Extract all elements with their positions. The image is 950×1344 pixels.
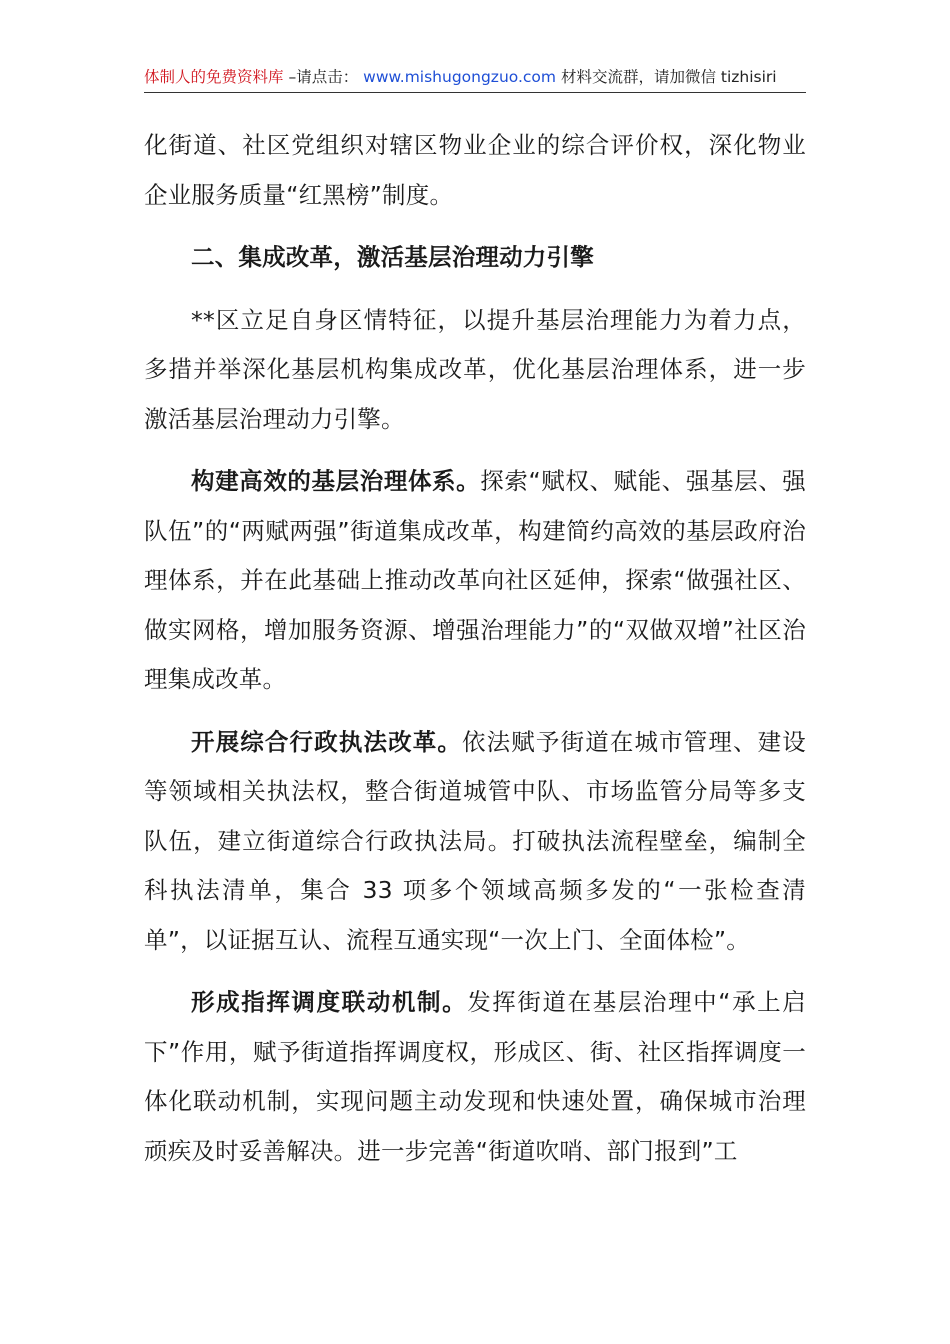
paragraph-text: 探索“赋权、赋能、强基层、强队伍”的“两赋两强”街道集成改革，构建简约高效的基层政府治理体系，并在此基础上推动改革向社区延伸，探索“做强社区、做实网格，增加服务资源、增强治理能力”的“双做双增”社区治理集成改革。 <box>144 467 806 693</box>
paragraph-intro: **区立足自身区情特征，以提升基层治理能力为着力点，多措并举深化基层机构集成改革，优化基层治理体系，进一步激活基层治理动力引擎。 <box>144 305 806 433</box>
header-suffix: 材料交流群，请加微信 tizhisiri <box>560 68 777 86</box>
paragraph-text: 发挥街道在基层治理中“承上启下”作用，赋予街道指挥调度权，形成区、街、社区指挥调度一体化联动机制，实现问题主动发现和快速处置，确保城市治理顽疾及时妥善解决。进一步完善“街道吹哨、部门报到”工 <box>144 988 806 1165</box>
paragraph-lead: 构建高效的基层治理体系。 <box>191 467 481 495</box>
paragraph-governance-system <box>144 457 806 705</box>
document-body <box>144 121 806 1189</box>
section-heading: 二、集成改革，激活基层治理动力引擎 <box>191 243 594 271</box>
header-link[interactable]: www.mishugongzuo.com <box>363 68 557 86</box>
header-prompt: –请点击： <box>288 68 359 86</box>
paragraph-continuation: 化街道、社区党组织对辖区物业企业的综合评价权，深化物业企业服务质量“红黑榜”制度。 <box>144 131 806 209</box>
paragraph-lead: 开展综合行政执法改革。 <box>191 727 463 756</box>
paragraph-command-dispatch <box>144 978 806 1176</box>
paragraph-law-enforcement <box>144 718 806 966</box>
header-brand: 体制人的免费资料库 <box>144 68 284 86</box>
paragraph-text: 依法赋予街道在城市管理、建设等领域相关执法权，整合街道城管中队、市场监管分局等多支队伍，建立街道综合行政执法局。打破执法流程壁垒，编制全科执法清单，集合 33 项多个领域高频多发的“一张检查清单”，以证据互认、流程互通实现“一次上门、全面体检”。 <box>144 727 806 954</box>
header-divider <box>144 92 806 93</box>
paragraph-lead: 形成指挥调度联动机制。 <box>191 988 468 1016</box>
page-header <box>144 66 806 88</box>
